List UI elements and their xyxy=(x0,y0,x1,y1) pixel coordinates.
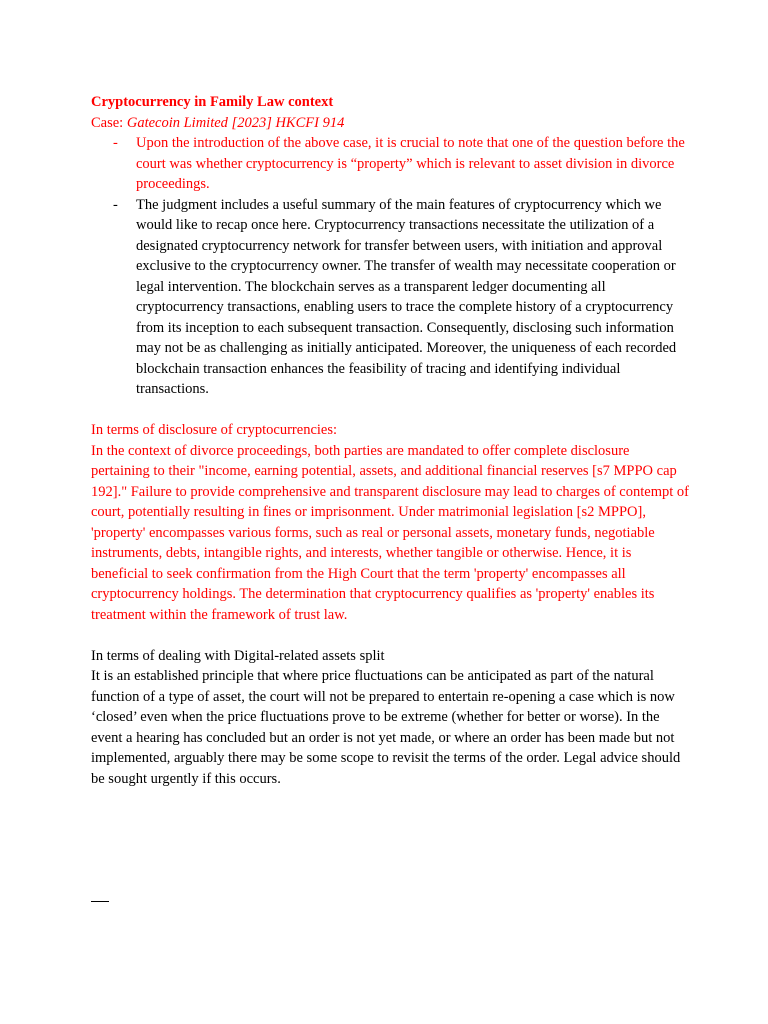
paragraph-gap xyxy=(91,625,691,646)
disclosure-paragraph: In the context of divorce proceedings, both parties are mandated to offer complete disclosure pertaining to their "income, earning potential, assets, and additional financial reserves [s7 MPPO cap 192]." Failure to provide comprehensive and transparent disclosure may lead to charges of contempt of court, potentially resulting in fines or imprisonment. Under matrimonial legislation [s2 MPPO], 'property' encompasses various forms, such as real or personal assets, monetary funds, negotiable instruments, debts, intangible rights, and interests, whether tangible or otherwise. Hence, it is beneficial to seek confirmation from the High Court that the term 'property' encompasses all cryptocurrency holdings. The determination that cryptocurrency qualifies as 'property' enables its treatment within the framework of trust law. xyxy=(91,442,689,623)
document-page xyxy=(91,92,691,789)
section-separator-line xyxy=(91,901,109,902)
case-citation xyxy=(91,113,691,134)
case-prefix: Case: xyxy=(91,114,127,131)
digital-assets-paragraph: It is an established principle that where price fluctuations can be anticipated as part of the natural function of a type of asset, the court will not be prepared to entertain re-opening a case which is now ‘closed’ even when the price fluctuations prove to be extreme (whether for better or worse). In the event a hearing has concluded but an order is not yet made, or where an order has been made but not implemented, arguably there may be some scope to revisit the terms of the order. Legal advice should be sought urgently if this occurs. xyxy=(91,668,681,787)
digital-assets-heading: In terms of dealing with Digital-related assets split xyxy=(91,647,385,664)
bullet-marker: - xyxy=(113,196,118,213)
bullet-item-judgment-summary xyxy=(91,195,691,400)
bullet-text: Upon the introduction of the above case, it is crucial to note that one of the question before the court was whether cryptocurrency is “property” which is relevant to asset division in divorce proceedings. xyxy=(136,135,685,192)
paragraph-gap xyxy=(91,400,691,421)
document-title: Cryptocurrency in Family Law context xyxy=(91,94,334,110)
bullet-item-question xyxy=(91,133,691,195)
disclosure-heading: In terms of disclosure of cryptocurrencies: xyxy=(91,422,338,438)
case-name: Gatecoin Limited [2023] HKCFI 914 xyxy=(126,114,345,131)
bullet-text: The judgment includes a useful summary of the main features of cryptocurrency which we would like to recap once here. Cryptocurrency transactions necessitate the utilization of a designated cryptocurrency network for transfer between users, with initiation and approval exclusive to the cryptocurrency owner. The transfer of wealth may necessitate cooperation or legal intervention. The blockchain serves as a transparent ledger documenting all cryptocurrency transactions, enabling users to trace the complete history of a cryptocurrency from its inception to each subsequent transaction. Consequently, disclosing such information may not be as challenging as initially anticipated. Moreover, the uniqueness of each recorded blockchain transaction enhances the feasibility of tracing and identifying individual transactions. xyxy=(136,196,677,397)
bullet-list xyxy=(91,133,691,400)
bullet-marker: - xyxy=(113,135,118,151)
